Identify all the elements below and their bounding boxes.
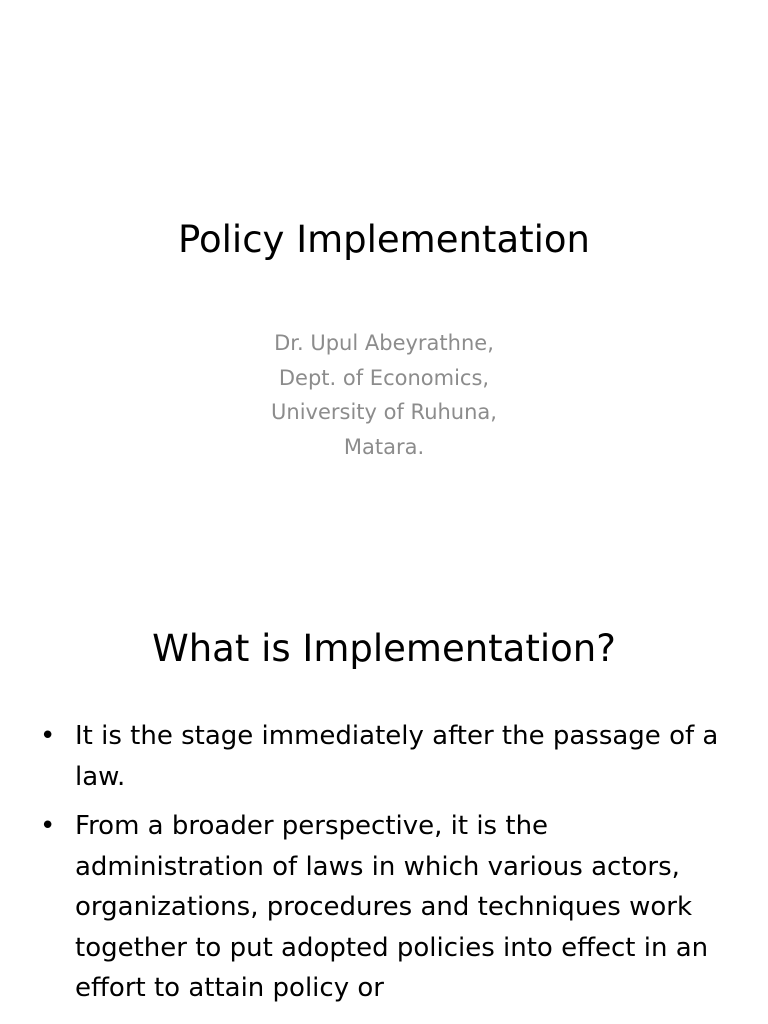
author-university: University of Ruhuna, bbox=[271, 400, 497, 424]
slide-title: What is Implementation? bbox=[152, 627, 616, 670]
list-item bbox=[40, 716, 730, 797]
content-slide bbox=[0, 576, 768, 1024]
author-location: Matara. bbox=[343, 434, 425, 459]
author-block bbox=[0, 326, 768, 464]
list-item bbox=[40, 806, 730, 1009]
presentation-title: Policy Implementation bbox=[178, 218, 590, 261]
author-name: Dr. Upul Abeyrathne, bbox=[274, 331, 494, 355]
bullet-text: From a broader perspective, it is the administration of laws in which various actors, organizations, procedures and techniques work together to put adopted policies into effect in an effort to attain policy or bbox=[75, 811, 709, 1003]
bullet-text: It is the stage immediately after the passage of a law. bbox=[75, 721, 719, 792]
bullet-icon: • bbox=[40, 811, 56, 841]
bullet-list bbox=[40, 716, 730, 1018]
author-department: Dept. of Economics, bbox=[278, 365, 490, 390]
bullet-icon: • bbox=[40, 721, 56, 751]
